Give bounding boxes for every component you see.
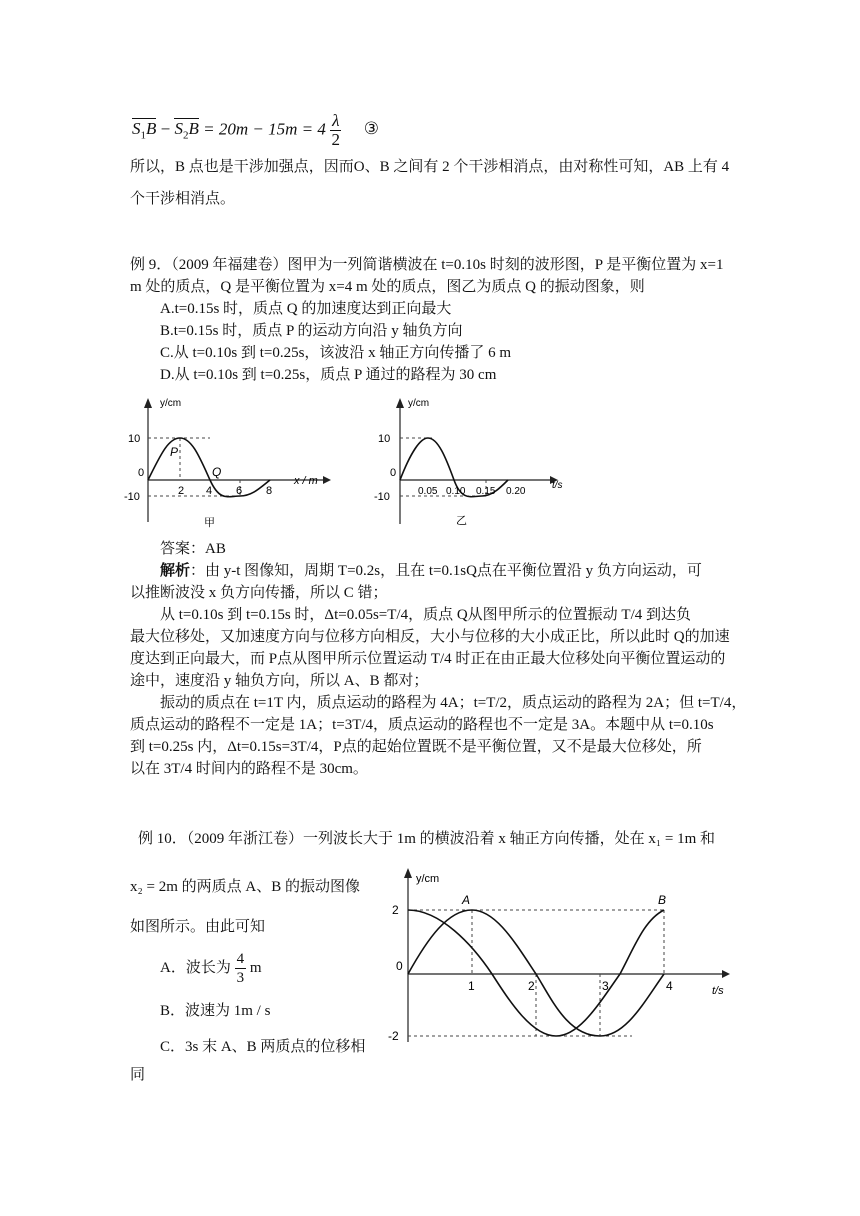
- y-arrow-jia: [144, 398, 152, 408]
- formula-fraction: $\frac{\lambda}{2}$: [331, 111, 341, 149]
- y-arrow-yi: [396, 398, 404, 408]
- xlabel-jia: x / m: [294, 475, 318, 487]
- tick-yi-010: 0.10: [446, 486, 466, 497]
- y-neg-yi: -10: [374, 491, 390, 503]
- caption-yi: 乙: [456, 515, 467, 527]
- wave-graph-jia: [118, 392, 338, 532]
- ex9-explanation-line2: 以推断波没 x 负方向传播，所以 C 错；: [130, 585, 388, 601]
- ex9-explanation-line3: 从 t=0.10s 到 t=0.15s 时，Δt=0.05s=T/4，质点 Q从图甲所示的位置振动 T/4 到达负: [160, 607, 691, 623]
- ex9-explanation-line10: 以在 3T/4 时间内的路程不是 30cm。: [130, 761, 368, 777]
- tick-jia-6: 6: [236, 485, 243, 497]
- tick-jia-4: 4: [206, 485, 213, 497]
- ex9-explanation-line7: 振动的质点在 t=1T 内，质点运动的路程为 4A；t=T/2，质点运动的路程为 2A；但 t=T/4，: [160, 695, 747, 711]
- ex9-option-b: B.t=0.15s 时，质点 P 的运动方向沿 y 轴负方向: [160, 323, 463, 339]
- formula-b1: B: [146, 119, 157, 139]
- vibration-graph-yi: [366, 392, 576, 532]
- tick-yi-015: 0.15: [476, 486, 496, 497]
- ex10-intro-line3: 如图所示。由此可知: [130, 919, 266, 935]
- para1-line1: 所以，B 点也是干涉加强点，因而O、B 之间有 2 个干涉相消点，由对称性可知，AB 上有 4: [130, 159, 730, 175]
- ex9-explanation-line5: 度达到正向最大，而 P点从图甲所示位置运动 T/4 时正在由正最大位移处向平衡位置运动的: [130, 651, 726, 667]
- para1-line2: 个干涉相消点。: [130, 191, 236, 207]
- tick-ab-4: 4: [666, 979, 673, 993]
- origin-jia: 0: [138, 467, 145, 479]
- ex10-option-b: B．波速为 1m / s: [160, 1003, 271, 1019]
- tick-ab-2: 2: [528, 979, 535, 993]
- tick-yi-020: 0.20: [506, 486, 526, 497]
- ex9-answer: 答案：AB: [160, 541, 226, 557]
- formula-sub1: 1: [140, 129, 146, 142]
- ex9-explanation-line9: 到 t=0.25s 内，Δt=0.15s=3T/4，P点的起始位置既不是平衡位置，又不是最大位移处，所: [130, 739, 702, 755]
- ex9-option-d: D.从 t=0.10s 到 t=0.25s，质点 P 通过的路程为 30 cm: [160, 367, 497, 383]
- ex10-intro-line1: 例 10．（2009 年浙江卷）一列波长大于 1m 的横波沿着 x 轴正方向传播，处在 x₁ = 1m 和: [138, 831, 716, 847]
- label-a: A: [462, 893, 471, 907]
- x-arrow-ab: [722, 970, 730, 978]
- ex10-option-c: C．3s 末 A、B 两质点的位移相: [160, 1039, 366, 1055]
- x-arrow-jia: [323, 476, 331, 484]
- ex10-option-c-cont: 同: [130, 1067, 146, 1083]
- ylabel-yi: y/cm: [408, 398, 430, 409]
- ylabel-ab: y/cm: [416, 873, 440, 885]
- xlabel-yi: t/s: [552, 480, 563, 491]
- origin-ab: 0: [396, 959, 403, 973]
- ex9-explanation-line8: 质点运动的路程不一定是 1A；t=3T/4，质点运动的路程也不一定是 3A。本题中从 t=0.10s: [130, 717, 714, 733]
- y-pos-jia: 10: [128, 433, 141, 445]
- ex9-option-a: A.t=0.15s 时，质点 Q 的加速度达到正向最大: [160, 301, 452, 317]
- y-neg-ab: -2: [388, 1029, 399, 1043]
- tick-jia-2: 2: [178, 485, 185, 497]
- ex9-explanation-line4: 最大位移处，又加速度方向与位移方向相反，大小与位移的大小成正比，所以此时 Q的加速: [130, 629, 730, 645]
- label-p: P: [170, 445, 179, 459]
- formula-sub2: 2: [182, 129, 189, 142]
- caption-jia: 甲: [204, 517, 215, 529]
- tick-ab-1: 1: [468, 979, 475, 993]
- label-b: B: [658, 893, 667, 907]
- ab-vibration-graph: [382, 862, 742, 1048]
- ex10-intro-line2: x₂ = 2m 的两质点 A、B 的振动图像: [130, 879, 360, 895]
- formula-b2: B: [188, 119, 199, 139]
- explanation-label: 解析: [160, 563, 191, 579]
- tick-ab-3: 3: [602, 979, 609, 993]
- ex9-explanation-line6: 途中，速度沿 y 轴负方向，所以 A、B 都对；: [130, 673, 429, 689]
- y-pos-yi: 10: [378, 433, 391, 445]
- ex10-option-a: A．波长为 $\frac{4}{3}$ m: [160, 951, 262, 986]
- label-q: Q: [212, 465, 222, 479]
- xlabel-ab: t/s: [712, 985, 724, 997]
- interference-formula: $S_1B - S_2B = 20m - 15m = 4$ $\frac{\lambda}{2}$ ③: [132, 111, 379, 149]
- tick-yi-005: 0.05: [418, 486, 438, 497]
- formula-s2: S: [174, 119, 183, 139]
- y-pos-ab: 2: [392, 903, 399, 917]
- ex9-option-c: C.从 t=0.10s 到 t=0.25s，该波沿 x 轴正方向传播了 6 m: [160, 345, 512, 361]
- ylabel-jia: y/cm: [160, 398, 182, 409]
- formula-rhs: = 20m − 15m = 4: [203, 119, 326, 139]
- option-a-fraction: $\frac{4}{3}$: [236, 951, 245, 986]
- y-arrow-ab: [404, 868, 412, 878]
- ex9-explanation-line1: 解析：由 y-t 图像知，周期 T=0.2s，且在 t=0.1sQ点在平衡位置沿 y 负方向运动，可: [160, 563, 702, 579]
- formula-marker: ③: [363, 119, 379, 139]
- y-neg-jia: -10: [124, 491, 140, 503]
- ex9-intro-line1: 例 9．（2009 年福建卷）图甲为一列简谐横波在 t=0.10s 时刻的波形图，P 是平衡位置为 x=1: [130, 257, 724, 273]
- origin-yi: 0: [390, 467, 397, 479]
- ex9-intro-line2: m 处的质点，Q 是平衡位置为 x=4 m 处的质点，图乙为质点 Q 的振动图象，则: [130, 279, 645, 295]
- formula-s1: S: [132, 119, 141, 139]
- tick-jia-8: 8: [266, 485, 273, 497]
